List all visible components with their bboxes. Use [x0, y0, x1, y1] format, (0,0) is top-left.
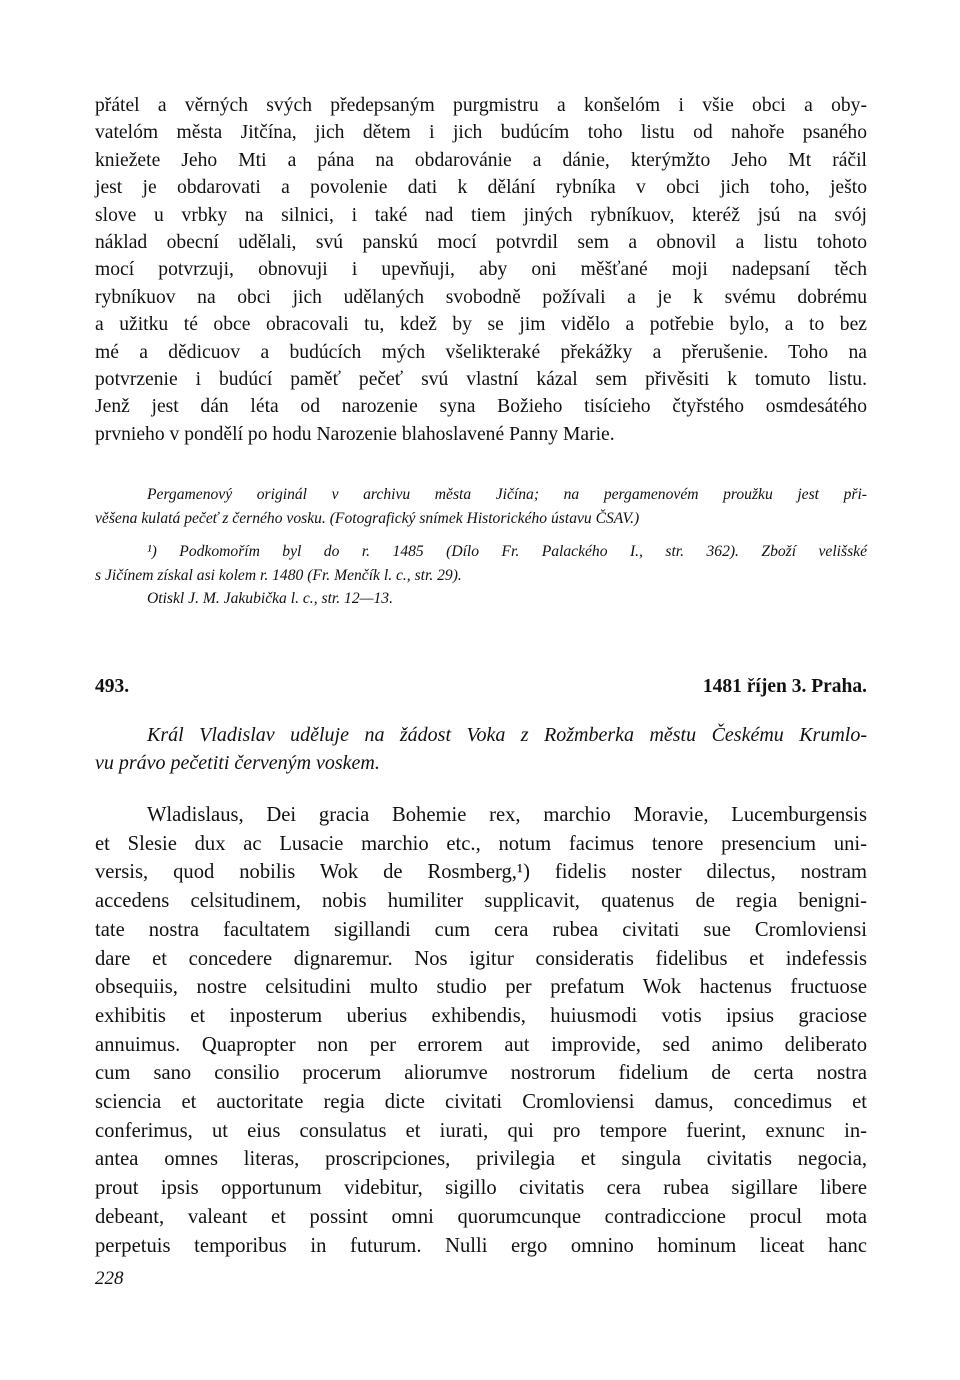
text-line: kniežete Jeho Mti a pána na obdarovánie a dánie, kterýmžto Jeho Mt ráčil: [95, 149, 867, 171]
text-line: vatelóm města Jitčína, jich dětem i jich budúcím toho listu od nahoře psaného: [95, 122, 867, 144]
text-line: jest je obdarovati a povolenie dati k dělání rybníka v obci jich toho, ješto: [95, 177, 867, 199]
note-description-line: Pergamenový originál v archivu města Jičína; na pergamenovém proužku jest při-: [147, 486, 867, 503]
text-line: obsequiis, nostre celsitudini multo studio per prefatum Wok hactenus fructuose: [95, 976, 867, 999]
text-line: mé a dědicuov a budúcích mých všelikteraké překážky a přerušenie. Toho na: [95, 341, 867, 363]
document-header: [95, 676, 867, 704]
text-line: sciencia et auctoritate regia dicte civitati Cromloviensi damus, concedimus et: [95, 1091, 867, 1114]
text-line: cum sano consilio procerum aliorumve nostrorum fidelium de certa nostra: [95, 1062, 867, 1085]
text-line: versis, quod nobilis Wok de Rosmberg,¹) fidelis noster dilectus, nostram: [95, 861, 867, 884]
text-line: conferimus, ut eius consulatus et iurati, qui pro tempore fuerint, exnunc in-: [95, 1119, 867, 1142]
source-notes: [95, 483, 867, 611]
regest-line: vu právo pečetiti červeným voskem.: [95, 752, 380, 774]
text-line: Wladislaus, Dei gracia Bohemie rex, marchio Moravie, Lucemburgensis: [147, 804, 867, 826]
document-date-place: 1481 říjen 3. Praha.: [702, 676, 867, 697]
text-line: slove u vrbky na silnici, i také nad tiem jiných rybníkuov, kteréž jsú na svój: [95, 204, 867, 226]
text-line: debeant, valeant et possint omni quorumcunque contradiccione procul mota: [95, 1205, 867, 1228]
note-description-line: věšena kulatá pečeť z černého vosku. (Fotografický snímek Historického ústavu ČSAV.): [95, 509, 640, 527]
text-line: potvrzenie i budúcí paměť pečeť svú vlastní kázal sem přivěsiti k tomuto listu.: [95, 369, 867, 391]
text-line: et Slesie dux ac Lusacie marchio etc., notum facimus tenore presencium uni-: [95, 832, 867, 855]
text-line: accedens celsitudinem, nobis humiliter supplicavit, quatenus de regia benigni-: [95, 890, 867, 913]
text-line: přátel a věrných svých předepsaným purgmistru a konšelóm i všie obci a oby-: [95, 95, 867, 116]
text-line: mocí potvrzuji, obnovuji i upevňuji, aby oni měšťané moji nadepsaní těch: [95, 259, 867, 281]
text-line: prout ipsis opportunum videbitur, sigillo civitatis cera rubea sigillare libere: [95, 1177, 867, 1200]
text-line: prvnieho v pondělí po hodu Narozenie blahoslavené Panny Marie.: [95, 423, 615, 445]
charter-text-latin: [95, 801, 867, 1260]
regest-line: Král Vladislav uděluje na žádost Voka z Rožmberka městu Českému Krumlo-: [147, 724, 867, 746]
charter-text-czech: [95, 92, 867, 448]
text-line: antea omnes literas, proscripciones, privilegia et singula civitatis negocia,: [95, 1148, 867, 1171]
footnote-line: s Jičínem získal asi kolem r. 1480 (Fr. Menčík l. c., str. 29).: [95, 566, 462, 584]
text-line: exhibitis et inposterum uberius exhibendis, huiusmodi votis ipsius graciose: [95, 1004, 867, 1027]
edition-note: Otiskl J. M. Jakubička l. c., str. 12—13.: [147, 590, 393, 607]
text-line: náklad obecní udělali, svú panskú mocí potvrdil sem a obnovil a listu tohoto: [95, 232, 867, 254]
document-number: 493.: [95, 676, 130, 697]
text-line: dare et concedere dignaremur. Nos igitur consideratis fidelibus et indefessis: [95, 947, 867, 970]
text-line: Jenž jest dán léta od narozenie syna Božieho tisícieho čtyřstého osmdesátého: [95, 396, 867, 418]
footnote-line: ¹) Podkomořím byl do r. 1485 (Dílo Fr. Palackého I., str. 362). Zboží velišské: [147, 543, 867, 560]
text-line: annuimus. Quapropter non per errorem aut improvide, sed animo deliberato: [95, 1033, 867, 1056]
text-line: perpetuis temporibus in futurum. Nulli ergo omnino hominum liceat hanc: [95, 1234, 867, 1257]
text-line: a užitku té obce obracovali tu, kdež by se jim vidělo a potřebie bylo, a to bez: [95, 314, 867, 336]
text-line: tate nostra facultatem sigillandi cum cera rubea civitati sue Cromloviensi: [95, 918, 867, 941]
document-regest: [95, 721, 867, 777]
text-line: rybníkuov na obci jich udělaných svobodně požívali a je k svému dobrému: [95, 286, 867, 308]
page-number: 228: [95, 1268, 124, 1289]
